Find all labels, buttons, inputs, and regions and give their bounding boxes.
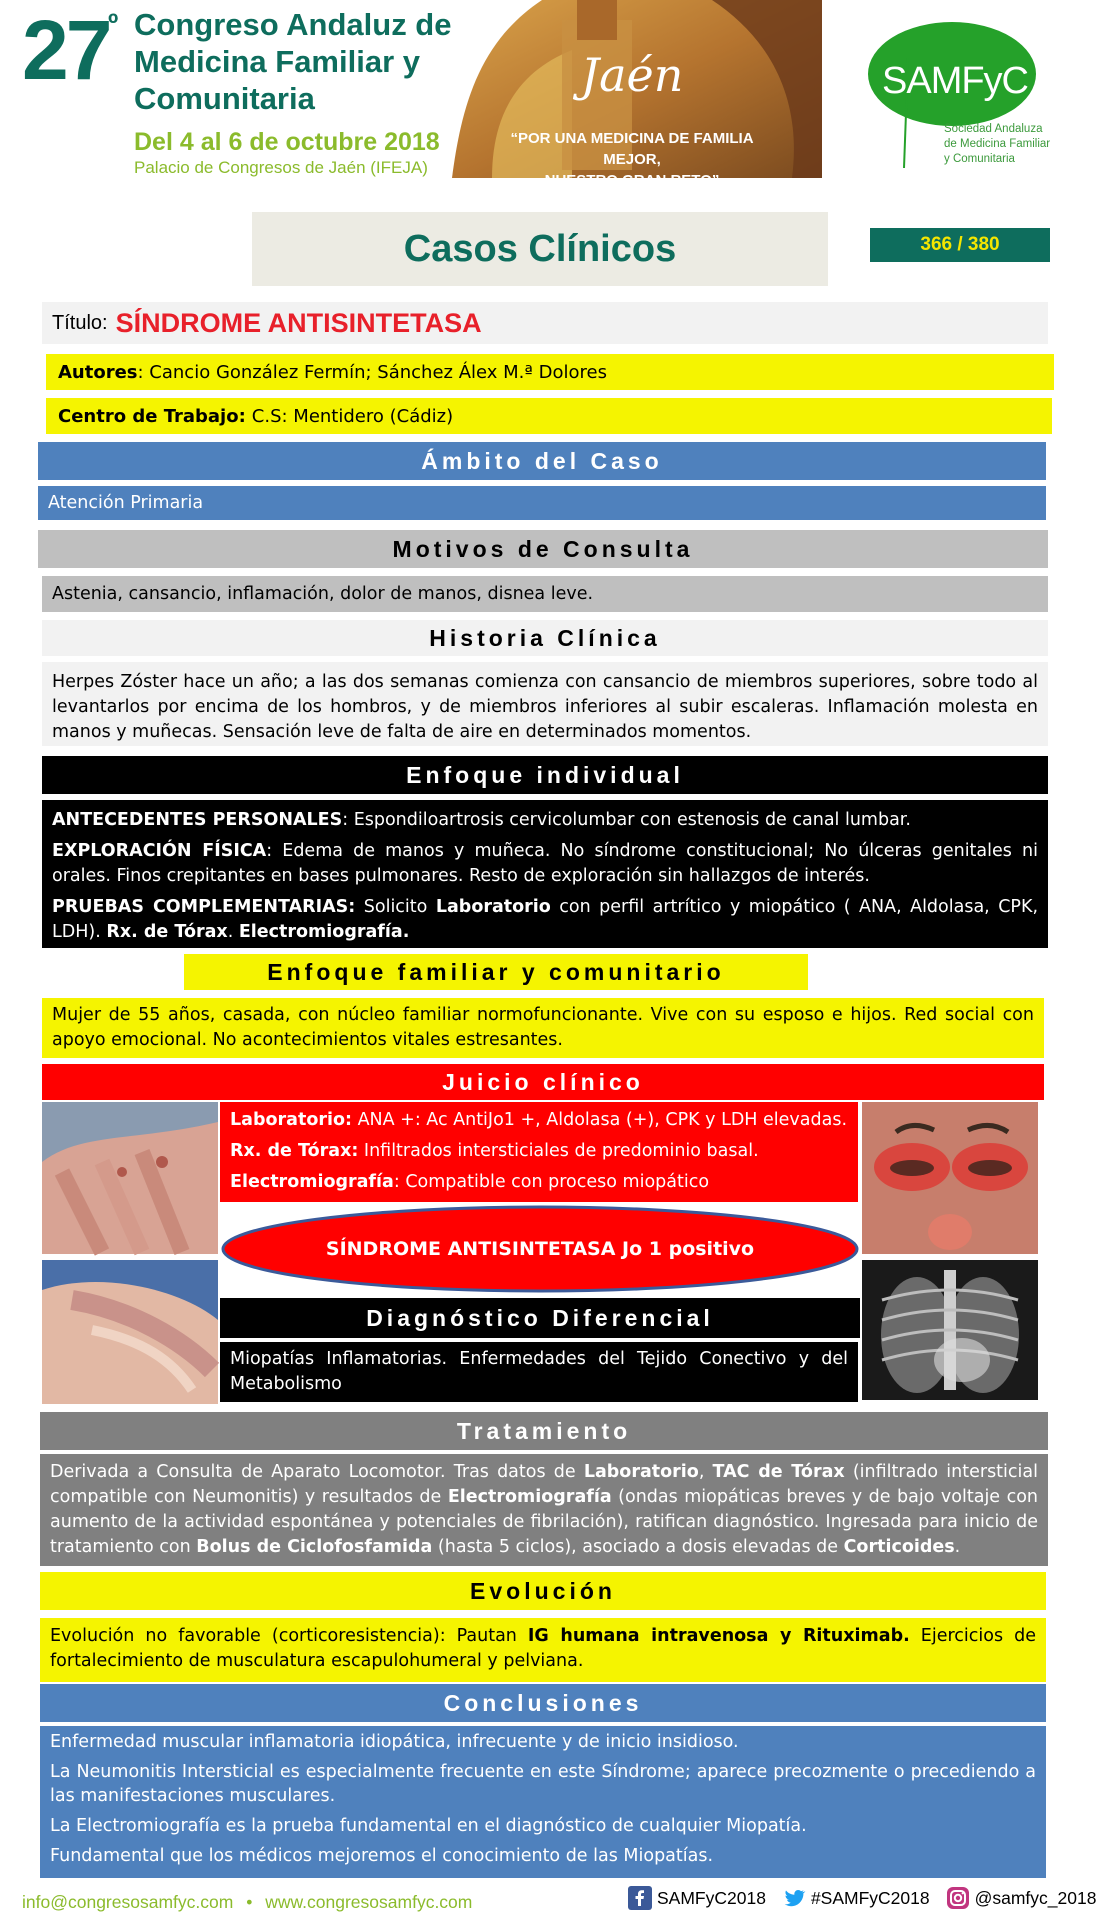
conclusion-item: La Neumonitis Intersticial es especialmente frecuente en este Síndrome; aparece precozmente o precediendo a las manifestaciones musculares. [50,1762,1036,1806]
rx-finding-label: Rx. de Tórax: [230,1141,359,1161]
historia-text: Herpes Zóster hace un año; a las dos semanas comienza con cansancio de miembros superiores, sobre todo al levantarlos por encima de los hombros, y de miembros inferiores al subir escaleras. Inflamación molesta en manos y muñecas. Sensación leve de falta de aire en determinados momentos. [42,662,1048,746]
tratamiento-segment: (infiltrado intersticial compatible con Neumonitis) y resultados de [50,1462,1038,1507]
workplace-row [46,398,1052,434]
city-banner [452,0,822,189]
lab-finding [230,1108,848,1133]
conclusion-item: La Electromiografía es la prueba fundamental en el diagnóstico de cualquier Miopatía. [50,1816,807,1836]
case-title-row [42,302,1048,344]
antecedentes-label: ANTECEDENTES PERSONALES [52,810,343,830]
pruebas-label: PRUEBAS COMPLEMENTARIAS: [52,897,356,917]
evolucion-bold: IG humana intravenosa y Rituximab. [527,1626,910,1646]
banner-slogan [482,128,782,191]
logo-subtitle: Sociedad Andaluza de Medicina Familiar y Comunitaria [944,123,1051,165]
tratamiento-bold: Bolus de Ciclofosfamida [196,1537,433,1557]
antecedentes-paragraph [52,808,1038,833]
emg-finding-label: Electromiografía [230,1172,394,1192]
footer-social [628,1886,1112,1910]
workplace-value: C.S: Mentidero (Cádiz) [251,405,454,427]
twitter-icon [782,1886,806,1910]
enfoque-individual-body [42,800,1048,948]
conclusion-item: Enfermedad muscular inflamatoria idiopática, infrecuente y de inicio insidioso. [50,1732,739,1752]
footer-website[interactable]: www.congresosamfyc.com [265,1892,473,1912]
emg-finding-text: : Compatible con proceso miopático [393,1172,710,1192]
chest-xray-image [862,1260,1038,1400]
page-counter: 366 / 380 [870,228,1050,262]
edition-suffix: º [108,8,119,39]
enfoque-individual-heading: Enfoque individual [42,756,1048,794]
rx-finding-text: Infiltrados intersticiales de predominio basal. [358,1141,759,1161]
footer-contact [22,1892,472,1913]
antecedentes-text: : Espondiloartrosis cervicolumbar con estenosis de canal lumbar. [342,810,911,830]
exploracion-paragraph [52,839,1038,889]
tratamiento-segment: , [698,1462,713,1482]
congress-title: Congreso Andaluz de Medicina Familiar y Comunitaria [134,7,452,116]
footer-separator: • [246,1892,253,1912]
pruebas-emg: Electromiografía. [238,922,410,942]
hands-photo-image [42,1102,218,1254]
juicio-findings [220,1102,858,1202]
conclusiones-list [40,1726,1046,1878]
ambito-heading: Ámbito del Caso [38,442,1046,480]
pruebas-text: . [227,922,239,942]
conclusiones-heading: Conclusiones [40,1684,1046,1722]
edition-number: 27 [22,3,110,97]
tratamiento-segment: Derivada a Consulta de Aparato Locomotor. Tras datos de [50,1462,584,1482]
juicio-heading: Juicio clínico [42,1064,1044,1100]
authors-label: Autores [58,361,138,383]
tratamiento-bold: Laboratorio [583,1462,699,1482]
banner-city-name: Jaén [580,48,684,102]
tratamiento-bold: TAC de Tórax [712,1462,845,1482]
samfyc-logo [862,12,1051,172]
banner-slogan-line1: “POR UNA MEDICINA DE FAMILIA MEJOR, [510,130,754,168]
lab-finding-text: ANA +: Ac AntiJo1 +, Aldolasa (+), CPK y LDH elevadas. [352,1110,848,1130]
diferencial-heading: Diagnóstico Diferencial [220,1298,860,1338]
historia-heading: Historia Clínica [42,620,1048,656]
section-title-box [252,212,828,286]
motivos-heading: Motivos de Consulta [38,530,1048,568]
authors-value: : Cancio González Fermín; Sánchez Álex M.ª Dolores [137,361,607,383]
tratamiento-bold: Electromiografía [447,1487,612,1507]
pruebas-text: Solicito [355,897,436,917]
tratamiento-text [40,1454,1048,1566]
tratamiento-heading: Tratamiento [40,1412,1048,1450]
case-title: SÍNDROME ANTISINTETASA [115,307,482,338]
logo-wordmark: SAMFyC [882,60,1028,102]
instagram-icon [946,1886,970,1910]
congress-dates: Del 4 al 6 de octubre 2018 [134,128,440,156]
instagram-handle: @samfyc_2018 [974,1887,1097,1908]
twitter-handle: #SAMFyC2018 [810,1887,930,1908]
exploracion-text: : Edema de manos y muñeca. No síndrome constitucional; No úlceras genitales ni orales. Finos crepitantes en bases pulmonares. Resto de exploración sin hallazgos de interés. [52,841,1038,886]
conclusion-item: Fundamental que los médicos mejoremos el conocimiento de las Miopatías. [50,1846,714,1866]
pruebas-lab: Laboratorio [435,897,551,917]
workplace-label: Centro de Trabajo: [58,405,246,427]
section-title: Casos Clínicos [403,227,677,270]
ambito-text: Atención Primaria [38,486,1046,520]
tratamiento-segment: (hasta 5 ciclos), asociado a dosis elevadas de [432,1537,844,1557]
motivos-text: Astenia, cansancio, inflamación, dolor de manos, disnea leve. [42,576,1048,612]
diagnosis-ellipse [220,1204,860,1294]
evolucion-segment: Ejercicios de fortalecimiento de musculatura escapulohumeral y pelviana. [50,1626,1036,1671]
pruebas-text: con perfil artrítico y miopático ( ANA, Aldolasa, CPK, LDH). [52,897,1039,942]
facebook-handle: SAMFyC2018 [657,1887,766,1908]
diferencial-text: Miopatías Inflamatorias. Enfermedades del Tejido Conectivo y del Metabolismo [220,1342,858,1402]
evolucion-text [40,1618,1046,1682]
authors-row [46,354,1054,390]
enfoque-familiar-text: Mujer de 55 años, casada, con núcleo familiar normofuncionante. Vive con su esposo e hijos. Red social con apoyo emocional. No acontecimientos vitales estresantes. [42,998,1044,1058]
twitter-link[interactable] [782,1886,930,1910]
tratamiento-bold: Corticoides [843,1537,955,1557]
mechanic-hands-photo-image [42,1260,218,1404]
heliotrope-face-photo-image [862,1102,1038,1254]
enfoque-familiar-heading: Enfoque familiar y comunitario [184,954,808,990]
banner-slogan-line2: NUESTRO GRAN RETO” [544,172,720,189]
rx-finding [230,1139,848,1164]
evolucion-heading: Evolución [40,1572,1046,1610]
instagram-link[interactable] [946,1886,1097,1910]
exploracion-label: EXPLORACIÓN FÍSICA [52,841,267,861]
facebook-link[interactable] [628,1886,766,1910]
tratamiento-segment: . [954,1537,961,1557]
evolucion-segment: Evolución no favorable (corticoresistencia): Pautan [50,1626,528,1646]
facebook-icon [628,1886,652,1910]
tratamiento-segment: (ondas miopáticas breves y de bajo voltaje con aumento de la actividad espontánea y potenciales de fibrilación), ratifican diagnóstico. Ingresada para inicio de tratamiento con [50,1487,1038,1557]
congress-venue: Palacio de Congresos de Jaén (IFEJA) [134,158,428,177]
footer-email[interactable]: info@congresosamfyc.com [22,1892,234,1912]
emg-finding [230,1170,848,1195]
case-title-label: Título: [52,311,108,334]
diagnosis-text: SÍNDROME ANTISINTETASA Jo 1 positivo [325,1238,755,1260]
pruebas-paragraph [52,895,1038,945]
pruebas-rx: Rx. de Tórax [106,922,228,942]
lab-finding-label: Laboratorio: [230,1110,352,1130]
